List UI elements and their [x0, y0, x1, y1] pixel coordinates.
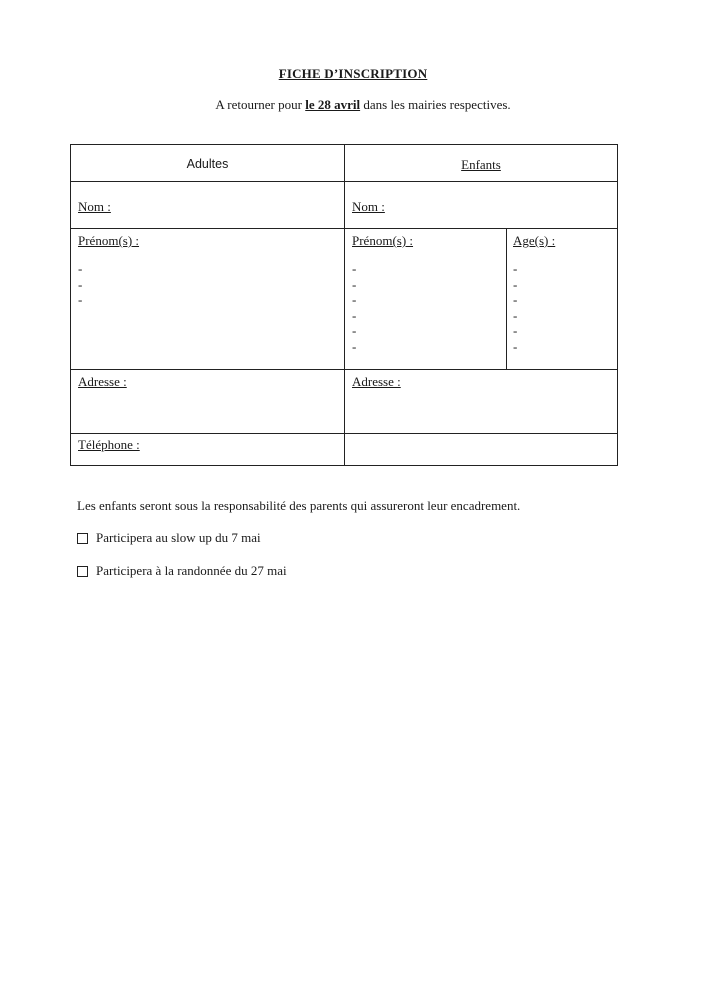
subtitle-text-before: A retourner pour — [215, 97, 306, 112]
list-item: - — [513, 292, 518, 307]
list-item: - — [78, 276, 83, 292]
option-slow-up-label: Participera au slow up du 7 mai — [96, 530, 261, 545]
adultes-prenoms-label: Prénom(s) : — [78, 233, 140, 248]
list-item: - — [352, 323, 357, 338]
list-item: - — [513, 323, 518, 338]
form-subtitle — [0, 97, 706, 113]
list-item: - — [513, 261, 518, 276]
subtitle-deadline-date: le 28 avril — [305, 97, 361, 112]
subtitle-text-after: dans les mairies respectives. — [360, 97, 511, 112]
adultes-adresse-label: Adresse : — [78, 374, 127, 389]
table-divider — [506, 228, 507, 369]
enfants-nom-label: Nom : — [352, 199, 385, 214]
list-item: - — [352, 292, 357, 307]
list-item: - — [352, 276, 357, 292]
checkbox-slow-up[interactable] — [77, 533, 88, 544]
list-item: - — [78, 292, 83, 307]
enfants-adresse-label: Adresse : — [352, 374, 401, 389]
enfants-header: Enfants — [461, 157, 501, 172]
list-item: - — [513, 338, 518, 354]
list-item: - — [513, 276, 518, 292]
list-item: - — [352, 261, 357, 276]
table-divider — [344, 145, 345, 465]
adultes-telephone-label: Téléphone : — [78, 437, 140, 452]
option-randonnee[interactable] — [77, 563, 287, 579]
adultes-nom-label: Nom : — [78, 199, 111, 214]
adultes-header: Adultes — [186, 157, 229, 171]
list-item: - — [513, 307, 518, 323]
checkbox-randonnee[interactable] — [77, 566, 88, 577]
enfants-prenoms-label: Prénom(s) : — [352, 233, 414, 248]
form-title: FICHE D’INSCRIPTION — [278, 66, 428, 81]
option-randonnee-label: Participera à la randonnée du 27 mai — [96, 563, 287, 578]
registration-table — [70, 144, 618, 466]
list-item: - — [352, 338, 357, 354]
list-item: - — [352, 307, 357, 323]
enfants-ages-label: Age(s) : — [513, 233, 556, 248]
option-slow-up[interactable] — [77, 530, 261, 546]
responsibility-note: Les enfants seront sous la responsabilité des parents qui assureront leur encadrement. — [77, 498, 521, 513]
list-item: - — [78, 261, 83, 276]
